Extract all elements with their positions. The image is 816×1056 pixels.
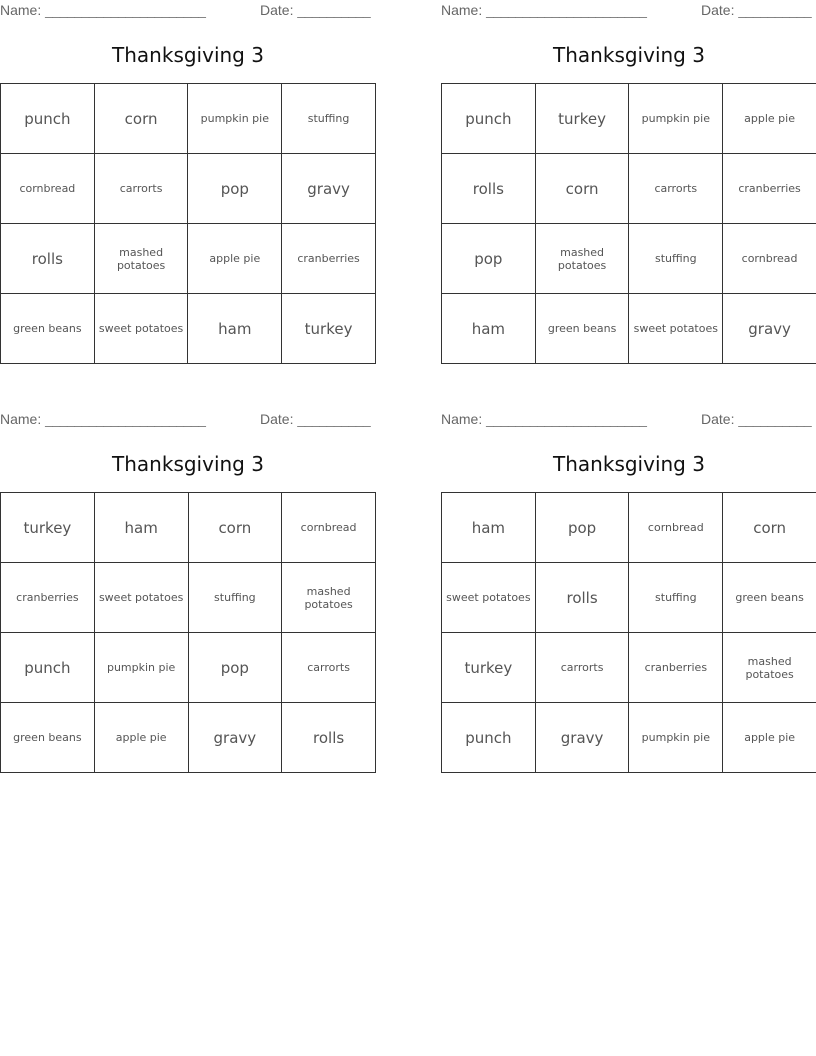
date-field	[701, 2, 811, 18]
name-field	[441, 411, 646, 427]
bingo-cell: stuffing	[282, 84, 376, 154]
date-field	[701, 411, 811, 427]
bingo-cell: gravy	[188, 703, 282, 773]
bingo-cell: rolls	[535, 563, 629, 633]
bingo-row	[1, 294, 376, 364]
bingo-cell: pumpkin pie	[629, 84, 723, 154]
bingo-card	[0, 409, 376, 747]
bingo-grid	[441, 83, 816, 364]
bingo-row	[442, 633, 816, 703]
bingo-cell: ham	[94, 493, 188, 563]
name-line: ______________________	[486, 2, 647, 18]
date-label: Date:	[701, 2, 735, 18]
date-field	[260, 2, 370, 18]
bingo-cell: green beans	[1, 294, 95, 364]
bingo-row	[1, 633, 376, 703]
bingo-cell: pumpkin pie	[188, 84, 282, 154]
bingo-cell: pumpkin pie	[94, 633, 188, 703]
bingo-cell: mashed potatoes	[535, 224, 629, 294]
bingo-cell: stuffing	[188, 563, 282, 633]
bingo-cell: gravy	[535, 703, 629, 773]
name-field	[441, 2, 646, 18]
bingo-cell: pumpkin pie	[629, 703, 723, 773]
date-field	[260, 411, 370, 427]
date-line: __________	[738, 2, 812, 18]
bingo-cell: mashed potatoes	[282, 563, 376, 633]
bingo-cell: sweet potatoes	[94, 294, 188, 364]
bingo-card	[441, 409, 816, 747]
bingo-cell: turkey	[535, 84, 629, 154]
bingo-card	[441, 0, 816, 338]
bingo-row	[442, 154, 816, 224]
card-title: Thanksgiving 3	[553, 43, 705, 67]
date-label: Date:	[260, 411, 294, 427]
bingo-cell: corn	[535, 154, 629, 224]
bingo-row	[442, 563, 816, 633]
bingo-cell: green beans	[1, 703, 95, 773]
bingo-row	[1, 703, 376, 773]
bingo-row	[1, 154, 376, 224]
name-label: Name:	[0, 2, 42, 18]
date-label: Date:	[260, 2, 294, 18]
bingo-cell: pop	[188, 154, 282, 224]
bingo-cell: ham	[442, 493, 536, 563]
bingo-cell: ham	[188, 294, 282, 364]
bingo-cell: green beans	[535, 294, 629, 364]
bingo-cell: cornbread	[629, 493, 723, 563]
bingo-card	[0, 0, 376, 338]
date-line: __________	[297, 2, 371, 18]
bingo-cell: cornbread	[1, 154, 95, 224]
bingo-row	[1, 563, 376, 633]
bingo-cell: gravy	[282, 154, 376, 224]
bingo-cell: carrorts	[629, 154, 723, 224]
date-label: Date:	[701, 411, 735, 427]
bingo-cell: carrorts	[535, 633, 629, 703]
bingo-row	[442, 224, 816, 294]
bingo-row	[1, 493, 376, 563]
bingo-cell: corn	[188, 493, 282, 563]
bingo-cell: corn	[723, 493, 816, 563]
card-title: Thanksgiving 3	[553, 452, 705, 476]
bingo-row	[442, 84, 816, 154]
card-header	[0, 0, 376, 22]
bingo-cell: sweet potatoes	[94, 563, 188, 633]
bingo-cell: ham	[442, 294, 536, 364]
bingo-cell: stuffing	[629, 224, 723, 294]
card-header	[441, 409, 816, 431]
name-line: ______________________	[486, 411, 647, 427]
date-line: __________	[297, 411, 371, 427]
bingo-row	[1, 224, 376, 294]
bingo-cell: mashed potatoes	[723, 633, 816, 703]
bingo-cell: punch	[1, 633, 95, 703]
bingo-cell: green beans	[723, 563, 816, 633]
bingo-row	[442, 493, 816, 563]
bingo-cell: sweet potatoes	[442, 563, 536, 633]
bingo-cell: cranberries	[1, 563, 95, 633]
bingo-cell: apple pie	[723, 84, 816, 154]
bingo-cell: rolls	[1, 224, 95, 294]
bingo-cell: carrorts	[94, 154, 188, 224]
bingo-cell: carrorts	[282, 633, 376, 703]
bingo-cell: pop	[188, 633, 282, 703]
bingo-cell: cranberries	[629, 633, 723, 703]
name-label: Name:	[441, 411, 483, 427]
name-field	[0, 2, 205, 18]
bingo-cell: turkey	[282, 294, 376, 364]
card-header	[0, 409, 376, 431]
bingo-cell: apple pie	[723, 703, 816, 773]
bingo-cell: punch	[442, 703, 536, 773]
name-line: ______________________	[45, 411, 206, 427]
bingo-cell: pop	[442, 224, 536, 294]
card-header	[441, 0, 816, 22]
bingo-row	[1, 84, 376, 154]
date-line: __________	[738, 411, 812, 427]
bingo-grid	[0, 492, 376, 773]
card-title: Thanksgiving 3	[112, 452, 264, 476]
bingo-cell: apple pie	[94, 703, 188, 773]
bingo-cell: cranberries	[723, 154, 816, 224]
bingo-cell: sweet potatoes	[629, 294, 723, 364]
bingo-cell: rolls	[442, 154, 536, 224]
card-title: Thanksgiving 3	[112, 43, 264, 67]
bingo-grid	[0, 83, 376, 364]
bingo-grid	[441, 492, 816, 773]
bingo-cell: apple pie	[188, 224, 282, 294]
bingo-cell: gravy	[723, 294, 816, 364]
bingo-cell: punch	[1, 84, 95, 154]
bingo-cell: corn	[94, 84, 188, 154]
name-field	[0, 411, 205, 427]
bingo-row	[442, 703, 816, 773]
bingo-cell: mashed potatoes	[94, 224, 188, 294]
bingo-cell: cranberries	[282, 224, 376, 294]
bingo-cell: punch	[442, 84, 536, 154]
name-line: ______________________	[45, 2, 206, 18]
name-label: Name:	[0, 411, 42, 427]
bingo-cell: cornbread	[282, 493, 376, 563]
bingo-cell: cornbread	[723, 224, 816, 294]
bingo-cell: rolls	[282, 703, 376, 773]
name-label: Name:	[441, 2, 483, 18]
bingo-cell: pop	[535, 493, 629, 563]
bingo-cell: turkey	[442, 633, 536, 703]
bingo-row	[442, 294, 816, 364]
bingo-cell: stuffing	[629, 563, 723, 633]
bingo-cell: turkey	[1, 493, 95, 563]
